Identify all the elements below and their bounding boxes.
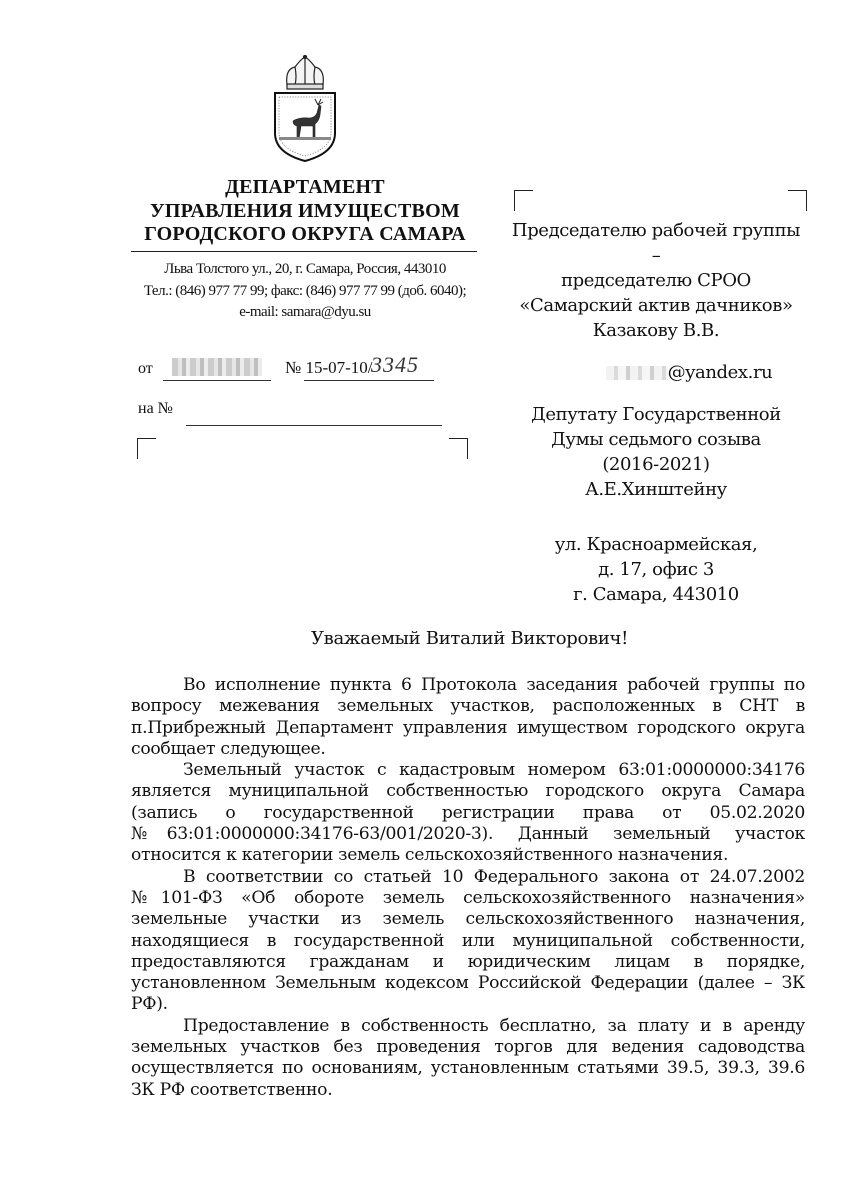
redacted-email-user [606, 366, 668, 380]
department-address: Льва Толстого ул., 20, г. Самара, Россия, 443010 [164, 261, 446, 277]
department-title [108, 176, 502, 247]
recipient2-line-2: Думы седьмого созыва [551, 429, 761, 450]
incoming-ref-label: на № [138, 400, 173, 417]
paragraph: Во исполнение пункта 6 Протокола заседания рабочей группы по вопросу межевания земельных участков, расположенных в СНТ в п.Прибрежный Департамент управления имуществом городского округа сообщает следующее. [131, 675, 805, 759]
department-contacts [100, 259, 510, 324]
dept-title-line-3: ГОРОДСКОГО ОКРУГА САМАРА [144, 223, 466, 245]
from-label: от [138, 360, 153, 377]
department-phones: Тел.: (846) 977 77 99; факс: (846) 977 77 99 (доб. 6040); [143, 282, 467, 299]
from-date-line [163, 380, 271, 381]
recipient1-email-row [508, 360, 804, 385]
recipient-address-line-1: ул. Красноармейская, [554, 534, 758, 555]
outgoing-number-line [304, 380, 434, 381]
handwritten-number: 3345 [371, 352, 419, 377]
outgoing-number-label: № 15-07-10/ [285, 358, 373, 377]
recipient1-email: @yandex.ru [667, 362, 773, 383]
bracket-top-right [449, 438, 468, 459]
header-divider [131, 251, 477, 252]
recipient1-line-3: «Самарский актив дачников» [519, 295, 793, 316]
recipient-bracket-top-right [788, 190, 807, 211]
dept-title-line-1: ДЕПАРТАМЕНТ [225, 176, 385, 198]
paragraph: В соответствии со статьей 10 Федерального закона от 24.07.2002 №101-ФЗ «Об обороте земель сельскохозяйственного назначения» земельные участки из земель сельскохозяйственного назначения, находящиеся в государственной или муниципальной собственности, предоставляются гражданам и юридическим лицам в порядке, установленном Земельным кодексом Российской Федерации (далее – ЗК РФ). [131, 866, 805, 1015]
recipient-address-line-3: г. Самара, 443010 [573, 584, 739, 605]
recipient1-line-1: Председателю рабочей группы – [511, 220, 801, 266]
recipient1-line-2: председателю СРОО [561, 270, 751, 291]
incoming-ref-line [186, 425, 442, 426]
department-email: e-mail: samara@dyu.su [239, 304, 371, 320]
redacted-date [172, 358, 262, 376]
dept-title-line-2: УПРАВЛЕНИЯ ИМУЩЕСТВОМ [150, 199, 460, 222]
samara-coat-of-arms-icon [265, 55, 345, 163]
bracket-top-left [137, 438, 156, 459]
salutation: Уважаемый Виталий Викторович! [310, 628, 629, 649]
recipient2-line-3: (2016-2021) [602, 454, 710, 475]
paragraph: Предоставление в собственность бесплатно, за плату и в аренду земельных участков без проведения торгов для ведения садоводства осуществляется по основаниям, установленным статьями 39.5, 39.3, 39.6 ЗК РФ соответственно. [131, 1015, 805, 1100]
paragraph: Земельный участок с кадастровым номером 63:01:0000000:34176 является муниципальной собственностью городского округа Самара (запись о государственной регистрации права от 05.02.2020 №63:01:0000000:34176-63/001/2020-3). Данный земельный участок относится к категории земель сельскохозяйственного назначения. [131, 760, 805, 866]
recipient1-name: Казакову В.В. [592, 320, 720, 341]
recipient2-line-1: Депутату Государственной [531, 404, 781, 425]
recipient-bracket-top-left [514, 190, 533, 211]
recipient2-name: А.Е.Хинштейну [585, 479, 727, 500]
letter-body [131, 675, 805, 1101]
recipient-block [508, 218, 804, 607]
recipient-address-line-2: д. 17, офис 3 [598, 559, 714, 580]
